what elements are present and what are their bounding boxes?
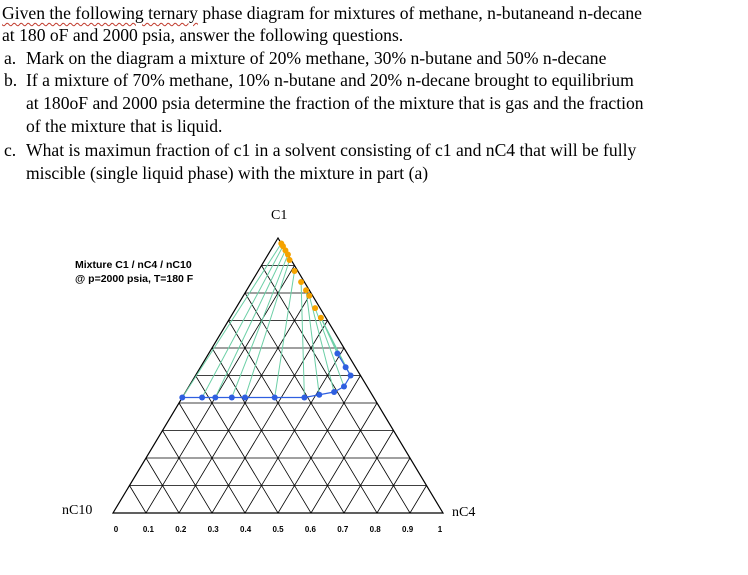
liquid-point: [301, 395, 307, 401]
intro-text-rest: phase diagram for mixtures of methane, n-butaneand n-decane: [197, 3, 642, 23]
question-b-line-3: of the mixture that is liquid.: [26, 116, 223, 136]
liquid-point: [272, 395, 278, 401]
question-b-line-1: If a mixture of 70% methane, 10% n-butane and 20% n-decane brought to equilibrium: [26, 70, 634, 90]
tie-line: [275, 271, 295, 398]
grid-line-nc10: [163, 431, 213, 514]
grid-line-nc10: [262, 266, 411, 514]
grid-line-nc10: [130, 486, 147, 514]
question-a-label: a.: [4, 48, 17, 68]
question-a-text: Mark on the diagram a mixture of 20% methane, 30% n-butane and 50% n-decane: [26, 48, 607, 68]
grid-line-nc10: [196, 376, 279, 514]
vapor-point: [287, 257, 293, 263]
vapor-point: [306, 293, 312, 299]
liquid-point: [343, 364, 349, 370]
grid-line-nc4: [146, 266, 295, 514]
axis-tick-label: 0.5: [272, 525, 284, 534]
liquid-point: [229, 395, 235, 401]
axis-tick-label: 1: [437, 525, 443, 534]
axis-tick-label: 0.8: [369, 525, 381, 534]
question-c-line-2: miscible (single liquid phase) with the mixture in part (a): [26, 163, 429, 183]
chart-title-line-1: Mixture C1 / nC4 / nC10: [75, 259, 192, 271]
liquid-point: [242, 395, 248, 401]
intro-line-2: at 180 oF and 2000 psia, answer the following questions.: [2, 25, 404, 45]
liquid-point: [348, 373, 354, 379]
question-c-label: c.: [4, 140, 17, 160]
vapor-point: [312, 305, 318, 311]
question-b-label: b.: [4, 70, 18, 90]
vertex-label-right: nC4: [452, 505, 476, 520]
tie-line: [245, 260, 290, 398]
vapor-point: [298, 279, 304, 285]
liquid-point: [316, 392, 322, 398]
axis-tick-label: 0.9: [402, 525, 414, 534]
axis-tick-label: 0.1: [142, 525, 154, 534]
grid-line-nc4: [212, 321, 328, 514]
question-b-line-2: at 180oF and 2000 psia determine the fraction of the mixture that is gas and the fraction: [26, 93, 644, 113]
question-c-line-1: What is maximun fraction of c1 in a solvent consisting of c1 and nC4 that will be fully: [26, 140, 637, 160]
vapor-point: [303, 287, 309, 293]
vertex-label-left: nC10: [62, 503, 93, 518]
grid-line-nc10: [229, 321, 345, 514]
axis-tick-label: 0.6: [304, 525, 316, 534]
vapor-point: [285, 252, 291, 258]
liquid-point: [334, 351, 340, 357]
chart-title: [75, 258, 227, 288]
axis-tick-label: 0.7: [337, 525, 349, 534]
liquid-point: [331, 389, 337, 395]
vertex-label-top: C1: [271, 208, 288, 223]
chart-title-line-2: @ p=2000 psia, T=180 F: [75, 273, 194, 285]
grid-line-nc4: [410, 486, 427, 514]
intro-underlined-text: Given the following ternary: [2, 3, 198, 23]
axis-tick-label: 0.2: [175, 525, 187, 534]
axis-tick-label: 0.3: [207, 525, 219, 534]
tie-line: [301, 282, 304, 398]
liquid-point: [341, 384, 347, 390]
liquid-point: [179, 395, 185, 401]
axis-tick-label: 0.4: [240, 525, 252, 534]
axis-tick-label: 0: [113, 525, 119, 534]
grid-line-nc4: [344, 431, 394, 514]
vapor-point: [318, 315, 324, 321]
vapor-point: [292, 268, 298, 274]
liquid-point: [212, 395, 218, 401]
liquid-point: [199, 395, 205, 401]
